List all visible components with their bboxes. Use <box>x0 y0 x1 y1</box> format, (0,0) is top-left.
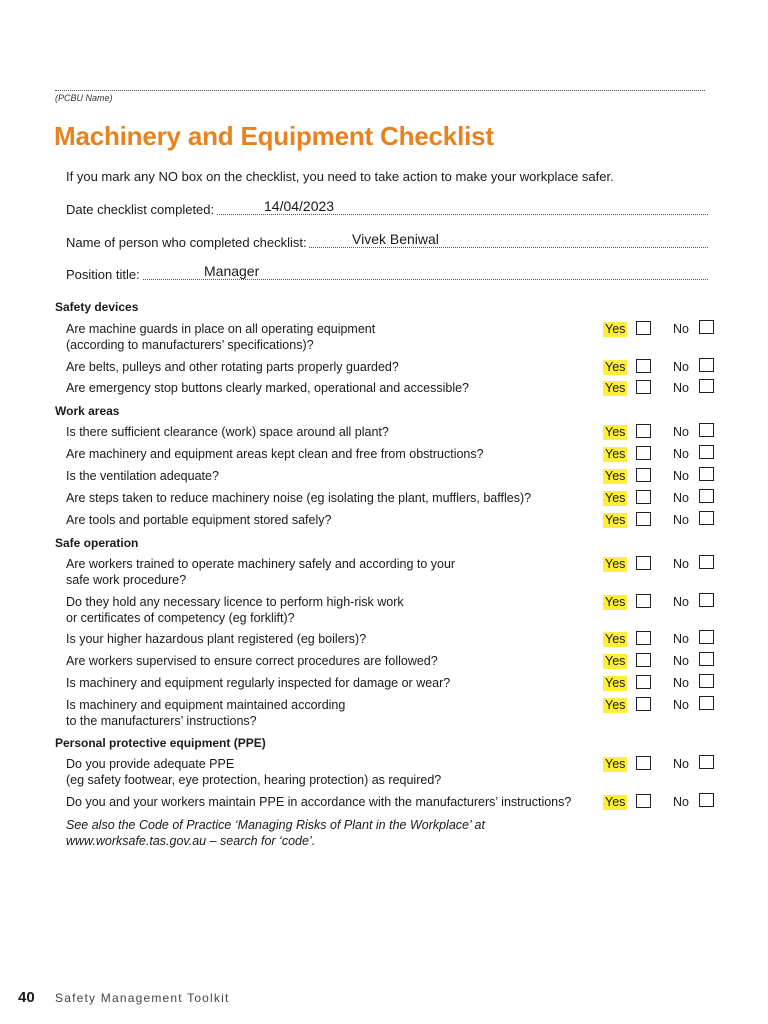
yes-label: Yes <box>605 795 626 809</box>
checklist-question <box>66 513 331 529</box>
no-checkbox[interactable] <box>699 379 714 393</box>
no-checkbox[interactable] <box>699 358 714 372</box>
yes-label: Yes <box>605 595 626 609</box>
question-line: Is your higher hazardous plant registered (eg boilers)? <box>66 632 367 646</box>
yes-checkbox[interactable] <box>636 321 651 335</box>
question-line: Are emergency stop buttons clearly marked, operational and accessible? <box>66 381 469 395</box>
question-line: Do they hold any necessary licence to perform high-risk work <box>66 595 404 609</box>
no-checkbox[interactable] <box>699 593 714 607</box>
question-line: Is there sufficient clearance (work) space around all plant? <box>66 425 389 439</box>
no-checkbox[interactable] <box>699 793 714 807</box>
question-line: Are machine guards in place on all operating equipment <box>66 322 376 336</box>
no-label: No <box>673 513 689 527</box>
yes-checkbox[interactable] <box>636 756 651 770</box>
note-line-2: www.worksafe.tas.gov.au – search for ‘code’. <box>66 833 316 848</box>
yes-checkbox[interactable] <box>636 556 651 570</box>
checklist-question <box>66 632 366 648</box>
date-field[interactable] <box>66 200 708 218</box>
yes-checkbox[interactable] <box>636 794 651 808</box>
checklist-question <box>66 322 375 353</box>
question-line: Are tools and portable equipment stored safely? <box>66 513 332 527</box>
checklist-question <box>66 757 441 788</box>
question-line: Are steps taken to reduce machinery noise (eg isolating the plant, mufflers, baffles)? <box>66 491 532 505</box>
position-value[interactable]: Manager <box>204 263 260 279</box>
yes-label: Yes <box>605 425 626 439</box>
no-checkbox[interactable] <box>699 755 714 769</box>
yes-checkbox[interactable] <box>636 697 651 711</box>
checklist-question <box>66 360 399 376</box>
question-line: safe work procedure? <box>66 572 187 587</box>
position-field[interactable] <box>66 265 708 283</box>
no-label: No <box>673 676 689 690</box>
question-line: Do you and your workers maintain PPE in accordance with the manufacturers’ instructions? <box>66 795 572 809</box>
no-checkbox[interactable] <box>699 320 714 334</box>
yes-label: Yes <box>605 447 626 461</box>
yes-checkbox[interactable] <box>636 446 651 460</box>
question-line: Are workers supervised to ensure correct procedures are followed? <box>66 654 438 668</box>
yes-label: Yes <box>605 557 626 571</box>
no-label: No <box>673 360 689 374</box>
checklist-question <box>66 595 404 626</box>
no-checkbox[interactable] <box>699 696 714 710</box>
intro-text: If you mark any NO box on the checklist, you need to take action to make your workplace safer. <box>66 169 614 184</box>
yes-checkbox[interactable] <box>636 675 651 689</box>
no-checkbox[interactable] <box>699 630 714 644</box>
question-line: to the manufacturers’ instructions? <box>66 713 257 728</box>
yes-label: Yes <box>605 654 626 668</box>
no-label: No <box>673 322 689 336</box>
section-heading: Safe operation <box>55 536 139 550</box>
question-line: (according to manufacturers’ specifications)? <box>66 337 314 352</box>
name-field[interactable] <box>66 233 708 251</box>
footer-title: Safety Management Toolkit <box>55 991 230 1005</box>
question-line: Do you provide adequate PPE <box>66 757 235 771</box>
position-dotted-line <box>66 279 708 280</box>
date-label: Date checklist completed: <box>66 202 215 217</box>
checklist-question <box>66 491 531 507</box>
yes-checkbox[interactable] <box>636 631 651 645</box>
position-label: Position title: <box>66 267 140 282</box>
no-label: No <box>673 632 689 646</box>
section-heading: Work areas <box>55 404 120 418</box>
checklist-question <box>66 425 389 441</box>
pcbu-name-line[interactable] <box>55 82 705 91</box>
no-label: No <box>673 557 689 571</box>
question-line: Are workers trained to operate machinery safely and according to your <box>66 557 456 571</box>
yes-checkbox[interactable] <box>636 380 651 394</box>
question-line: Is the ventilation adequate? <box>66 469 219 483</box>
question-line: Are machinery and equipment areas kept clean and free from obstructions? <box>66 447 484 461</box>
yes-label: Yes <box>605 381 626 395</box>
no-label: No <box>673 595 689 609</box>
note-line-1: See also the Code of Practice ‘Managing Risks of Plant in the Workplace’ at <box>66 818 485 832</box>
checklist-question <box>66 447 484 463</box>
yes-label: Yes <box>605 698 626 712</box>
no-checkbox[interactable] <box>699 555 714 569</box>
checklist-question <box>66 676 450 692</box>
date-value[interactable]: 14/04/2023 <box>264 198 335 214</box>
yes-label: Yes <box>605 513 626 527</box>
checklist-question <box>66 795 571 811</box>
checklist-question <box>66 469 219 485</box>
yes-checkbox[interactable] <box>636 424 651 438</box>
yes-checkbox[interactable] <box>636 490 651 504</box>
yes-checkbox[interactable] <box>636 468 651 482</box>
pcbu-name-label: (PCBU Name) <box>55 93 113 103</box>
section-heading: Safety devices <box>55 300 139 314</box>
no-label: No <box>673 491 689 505</box>
question-line: Are belts, pulleys and other rotating parts properly guarded? <box>66 360 399 374</box>
no-label: No <box>673 425 689 439</box>
yes-label: Yes <box>605 632 626 646</box>
page-number: 40 <box>18 989 35 1006</box>
no-checkbox[interactable] <box>699 445 714 459</box>
no-label: No <box>673 795 689 809</box>
checklist-question <box>66 557 455 588</box>
yes-label: Yes <box>605 757 626 771</box>
no-checkbox[interactable] <box>699 423 714 437</box>
no-checkbox[interactable] <box>699 511 714 525</box>
no-label: No <box>673 757 689 771</box>
yes-checkbox[interactable] <box>636 359 651 373</box>
no-label: No <box>673 447 689 461</box>
section-heading: Personal protective equipment (PPE) <box>55 736 266 750</box>
no-label: No <box>673 381 689 395</box>
yes-checkbox[interactable] <box>636 653 651 667</box>
name-value[interactable]: Vivek Beniwal <box>352 231 439 247</box>
name-label: Name of person who completed checklist: <box>66 235 307 250</box>
yes-label: Yes <box>605 360 626 374</box>
checklist-question <box>66 381 469 397</box>
no-label: No <box>673 469 689 483</box>
code-of-practice-note <box>66 818 485 849</box>
no-checkbox[interactable] <box>699 674 714 688</box>
yes-label: Yes <box>605 322 626 336</box>
question-line: Is machinery and equipment regularly inspected for damage or wear? <box>66 676 451 690</box>
question-line: or certificates of competency (eg forklift)? <box>66 610 295 625</box>
question-line: Is machinery and equipment maintained according <box>66 698 346 712</box>
yes-checkbox[interactable] <box>636 594 651 608</box>
question-line: (eg safety footwear, eye protection, hearing protection) as required? <box>66 772 442 787</box>
yes-label: Yes <box>605 491 626 505</box>
page-title: Machinery and Equipment Checklist <box>54 121 494 151</box>
yes-checkbox[interactable] <box>636 512 651 526</box>
checklist-question <box>66 698 345 729</box>
yes-label: Yes <box>605 676 626 690</box>
yes-label: Yes <box>605 469 626 483</box>
checklist-question <box>66 654 438 670</box>
no-checkbox[interactable] <box>699 489 714 503</box>
no-checkbox[interactable] <box>699 652 714 666</box>
no-checkbox[interactable] <box>699 467 714 481</box>
no-label: No <box>673 654 689 668</box>
no-label: No <box>673 698 689 712</box>
